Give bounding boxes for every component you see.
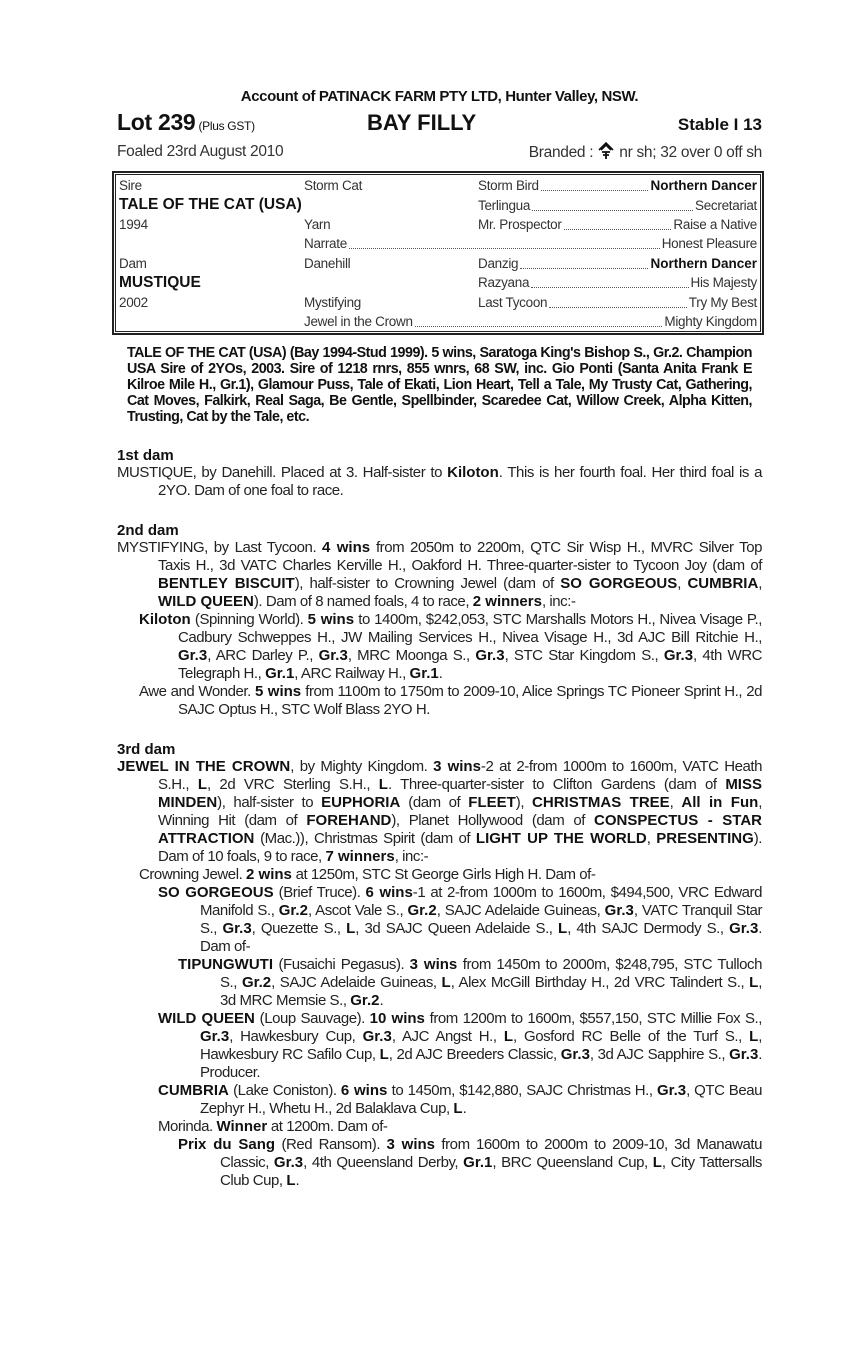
highlight-text: 7 winners	[325, 848, 395, 866]
entry-text: from 1450m to 2000m, $248,795, STC Tulloch S.,	[220, 956, 762, 992]
entry-text: , 4th WRC Telegraph H.,	[178, 647, 762, 683]
entry-text: .	[295, 1172, 300, 1190]
family-entry	[117, 1118, 762, 1136]
highlight-text: 3 wins	[386, 1136, 435, 1154]
pedigree-cell-name: 1994	[119, 216, 148, 232]
pedigree-row	[114, 292, 762, 311]
highlight-text: 10 wins	[369, 1010, 425, 1028]
family-entry	[117, 539, 762, 611]
highlight-text: 5 wins	[307, 611, 355, 629]
highlight-text: MISS MINDEN	[158, 776, 762, 812]
stable-number: Stable I 13	[677, 115, 762, 134]
entry-text: , 3d MRC Memsie S.,	[220, 974, 762, 1010]
grandsire-name: Terlingua	[478, 197, 531, 213]
entry-text: from 1200m to 1600m, $557,150, STC Millie Fox S.,	[424, 1010, 762, 1028]
entry-text: to 1450m, $142,880, SAJC Christmas H.,	[387, 1082, 657, 1100]
lot-line	[117, 109, 762, 135]
sire-summary: TALE OF THE CAT (USA) (Bay 1994-Stud 1999). 5 wins, Saratoga King's Bishop S., Gr.2. Champion USA Sire of 2YOs, 2003. Sire of 1218 rnrs, 855 wnrs, 68 SW, inc. Gio Ponti (Santa Anita Frank E Kilroe Mile H., Gr.1), Glamour Puss, Tale of Ekati, Lion Heart, Tell a Tale, My Trusty Cat, Gathering, Cat Moves, Falkirk, Real Saga, Be Gentle, Spellbinder, Scaredee Cat, Willow Creek, Alpha Kitten, Trusting, Cat by the Tale, etc.	[127, 345, 752, 426]
branded-text: nr sh; 32 over 0 off sh	[619, 144, 762, 161]
highlight-text: Gr.1	[265, 665, 295, 683]
grandsire-name: Danzig	[478, 255, 519, 271]
highlight-text: Gr.3	[475, 647, 505, 665]
lot-label: Lot 239	[117, 109, 196, 135]
entry-text: , STC Star Kingdom S.,	[504, 647, 664, 665]
highlight-text: 3 wins	[433, 758, 481, 776]
entry-text: from 1600m to 2000m to 2009-10, 3d Manawatu Classic,	[220, 1136, 762, 1172]
great-grandsire-name: Secretariat	[695, 197, 757, 213]
highlight-text: Gr.3	[656, 1082, 687, 1100]
family-entry	[117, 758, 762, 866]
entry-text: MUSTIQUE, by Danehill. Placed at 3. Half-sister to	[117, 464, 448, 482]
entry-text: at 1200m. Dam of-	[267, 1118, 388, 1136]
brand-mark-icon	[597, 142, 615, 160]
pedigree-cell-parent: Yarn	[304, 216, 331, 232]
highlight-text: TIPUNGWUTI	[178, 956, 273, 974]
entry-text: Morinda.	[158, 1118, 217, 1136]
highlight-text: LIGHT UP THE WORLD	[475, 830, 647, 848]
entry-text: (Red Ransom).	[275, 1136, 387, 1154]
highlight-text: Gr.2	[350, 992, 380, 1010]
pedigree-cell-parent: Mystifying	[304, 294, 362, 310]
highlight-text: L	[453, 1100, 463, 1118]
vendor-account: Account of PATINACK FARM PTY LTD, Hunter Valley, NSW.	[240, 88, 639, 105]
highlight-text: Gr.1	[463, 1154, 493, 1172]
highlight-text: Prix du Sang	[178, 1136, 276, 1154]
pedigree-table	[112, 171, 764, 335]
entry-text: , Quezette S.,	[251, 920, 347, 938]
pedigree-row	[114, 273, 762, 292]
entry-text: .	[438, 665, 443, 683]
great-grandsire-name: Try My Best	[688, 294, 757, 310]
dotted-leader	[531, 287, 688, 288]
highlight-text: Gr.3	[560, 1046, 590, 1064]
highlight-text: WILD QUEEN	[158, 1010, 255, 1028]
entry-text: , inc:-	[541, 593, 576, 611]
entry-text: MYSTIFYING, by Last Tycoon.	[117, 539, 323, 557]
highlight-text: Gr.3	[362, 1028, 392, 1046]
entry-text: -2 at 2-from 1000m to 1600m, VATC Heath S.H.,	[158, 758, 762, 794]
entry-text: , ARC Darley P.,	[207, 647, 319, 665]
foaled-date: Foaled 23rd August 2010	[117, 143, 284, 160]
entry-text: ). Dam of 10 foals, 9 to race,	[158, 830, 763, 866]
dotted-leader	[564, 229, 672, 230]
entry-text: , SAJC Adelaide Guineas,	[436, 902, 605, 920]
entry-text: (Mac.)), Christmas Spirit (dam of	[254, 830, 476, 848]
entry-text: . Dam of-	[200, 920, 762, 956]
entry-text: , Hawkesbury Cup,	[229, 1028, 363, 1046]
highlight-text: L	[558, 920, 568, 938]
highlight-text: JEWEL IN THE CROWN	[117, 758, 291, 776]
grandsire-name: Last Tycoon	[478, 294, 548, 310]
dam-section	[117, 522, 762, 719]
pedigree-cell-grandparents	[478, 256, 762, 271]
highlight-text: Gr.3	[729, 920, 759, 938]
entry-text: , inc:-	[394, 848, 429, 866]
entry-text: . Producer.	[200, 1046, 763, 1082]
highlight-text: 6 wins	[340, 1082, 388, 1100]
entry-text: ), Planet Hollywood (dam of	[391, 812, 595, 830]
entry-text: , Gosford RC Belle of the Turf S.,	[513, 1028, 750, 1046]
entry-text: to 1400m, $242,053, STC Marshalls Motors H., Nivea Visage P., Cadbury Schweppes H., JW Mailing Services H., Nivea Visage H., 3d AJC Bill Ritchie H.,	[178, 611, 762, 647]
great-grandsire-name: Honest Pleasure	[661, 236, 757, 252]
entry-text: (Brief Truce).	[273, 884, 366, 902]
highlight-text: Gr.2	[241, 974, 272, 992]
entry-text: , SAJC Adelaide Guineas,	[271, 974, 442, 992]
highlight-text: Gr.3	[663, 647, 694, 665]
grandsire-name: Mr. Prospector	[478, 216, 562, 232]
great-grandsire-name: Northern Dancer	[650, 255, 757, 271]
entry-text: . Three-quarter-sister to Clifton Gardens (dam of	[387, 776, 726, 794]
entry-text: (Spinning World).	[190, 611, 308, 629]
highlight-text: Gr.2	[407, 902, 437, 920]
pedigree-cell-grandparents	[478, 198, 762, 213]
highlight-text: FLEET	[468, 794, 516, 812]
section-heading: 3rd dam	[117, 741, 176, 759]
pedigree-cell-grandparents	[304, 236, 762, 251]
entry-text: from 1100m to 1750m to 2009-10, Alice Springs TC Pioneer Sprint H., 2d SAJC Optus H., STC Wolf Blass 2YO H.	[178, 683, 762, 719]
family-entry	[117, 956, 762, 1010]
family-entry	[117, 1010, 762, 1082]
entry-text: (Loup Sauvage).	[254, 1010, 370, 1028]
pedigree-cell-parent: Storm Cat	[304, 178, 363, 194]
highlight-text: L	[749, 974, 759, 992]
entry-text: , 4th Queensland Derby,	[303, 1154, 464, 1172]
entry-text: ), half-sister to Crowning Jewel (dam of	[294, 575, 561, 593]
pedigree-cell-parent: Danehill	[304, 255, 351, 271]
entry-text: , 4th SAJC Dermody S.,	[567, 920, 730, 938]
pedigree-cell-name: Sire	[119, 178, 142, 194]
pedigree-cell-grandparents	[478, 275, 762, 290]
entry-text: , MRC Moonga S.,	[347, 647, 476, 665]
entry-text: , BRC Queensland Cup,	[492, 1154, 653, 1172]
pedigree-cell-grandparents	[304, 314, 762, 329]
pedigree-cell-grandparents	[478, 178, 762, 193]
highlight-text: 2 wins	[246, 866, 292, 884]
pedigree-row	[114, 234, 762, 253]
highlight-text: L	[346, 920, 356, 938]
highlight-text: L	[652, 1154, 662, 1172]
entry-text: , 2d AJC Breeders Classic,	[388, 1046, 561, 1064]
family-entry	[117, 884, 762, 956]
entry-text: , Ascot Vale S.,	[307, 902, 408, 920]
entry-text: at 1250m, STC St George Girls High H. Dam of-	[291, 866, 596, 884]
pedigree-cell-name: 2002	[119, 294, 148, 310]
family-entry	[117, 683, 762, 719]
highlight-text: Gr.3	[729, 1046, 759, 1064]
highlight-text: Gr.3	[222, 920, 252, 938]
entry-text: , Alex McGill Birthday H., 2d VRC Talindert S.,	[450, 974, 750, 992]
entry-text: , by Mighty Kingdom.	[290, 758, 434, 776]
dam-section	[117, 447, 762, 500]
family-entry	[117, 611, 762, 683]
highlight-text: L	[503, 1028, 514, 1046]
entry-text: ),	[515, 794, 533, 812]
entry-text: , Hawkesbury RC Safilo Cup,	[200, 1028, 762, 1064]
entry-text: (Lake Coniston).	[228, 1082, 341, 1100]
highlight-text: Gr.1	[409, 665, 439, 683]
highlight-text: 2 winners	[472, 593, 542, 611]
pedigree-row	[114, 254, 762, 273]
dotted-leader	[415, 326, 663, 327]
highlight-text: L	[379, 1046, 389, 1064]
highlight-text: CHRISTMAS TREE	[532, 794, 670, 812]
great-grandsire-name: Mighty Kingdom	[664, 313, 757, 329]
grandsire-name: Narrate	[304, 236, 347, 252]
entry-text: , AJC Angst H.,	[391, 1028, 504, 1046]
highlight-text: PRESENTING	[656, 830, 754, 848]
entry-text: ,	[677, 575, 688, 593]
highlight-text: L	[441, 974, 451, 992]
entry-text: , City Tattersalls Club Cup,	[220, 1154, 762, 1190]
section-heading: 2nd dam	[117, 522, 179, 540]
highlight-text: WILD QUEEN	[158, 593, 254, 611]
catalogue-page	[117, 88, 762, 1190]
family-entry	[117, 866, 762, 884]
entry-text: ,	[669, 794, 682, 812]
highlight-text: 6 wins	[365, 884, 413, 902]
dotted-leader	[549, 307, 687, 308]
entry-text: , 3d SAJC Queen Adelaide S.,	[355, 920, 559, 938]
highlight-text: Kiloton	[447, 464, 499, 482]
gst-note: (Plus GST)	[198, 119, 255, 133]
entry-text: (Fusaichi Pegasus).	[273, 956, 410, 974]
highlight-text: FOREHAND	[306, 812, 392, 830]
entry-text: , VATC Tranquil Star S.,	[200, 902, 762, 938]
dotted-leader	[532, 210, 693, 211]
entry-text: from 2050m to 2200m, QTC Sir Wisp H., MVRC Silver Top Taxis H., 3d VATC Charles Kerville H., Oakford H. Three-quarter-sister to Tycoon Joy (dam of	[158, 539, 762, 575]
pedigree-cell-grandparents	[478, 217, 762, 232]
dotted-leader	[541, 190, 649, 191]
highlight-text: Gr.3	[604, 902, 634, 920]
highlight-text: Gr.3	[200, 1028, 230, 1046]
highlight-text: L	[749, 1028, 759, 1046]
family-entry	[117, 464, 762, 500]
branded-label: Branded :	[528, 144, 594, 161]
entry-text: ,	[758, 575, 763, 593]
entry-text: -1 at 2-from 1000m to 1600m, $494,500, VRC Edward Manifold S.,	[200, 884, 762, 920]
highlight-text: All in Fun	[681, 794, 759, 812]
foaled-line	[117, 139, 762, 165]
highlight-text: SO GORGEOUS	[158, 884, 274, 902]
entry-text: Crowning Jewel.	[139, 866, 247, 884]
entry-text: , Winning Hit (dam of	[158, 794, 762, 830]
highlight-text: L	[378, 776, 388, 794]
grandsire-name: Storm Bird	[478, 178, 539, 194]
pedigree-row	[114, 176, 762, 195]
pedigree-cell-name: Dam	[119, 255, 147, 271]
highlight-text: Gr.3	[273, 1154, 304, 1172]
family-entry	[117, 1082, 762, 1118]
highlight-text: Gr.3	[318, 647, 348, 665]
pedigree-cell-name: MUSTIQUE	[119, 273, 201, 291]
highlight-text: BENTLEY BISCUIT	[158, 575, 295, 593]
pedigree-cell-name: TALE OF THE CAT (USA)	[119, 196, 302, 214]
pedigree-row	[114, 195, 762, 214]
highlight-text: Gr.3	[178, 647, 208, 665]
entry-text: ), half-sister to	[217, 794, 322, 812]
pedigree-row	[114, 312, 762, 331]
great-grandsire-name: Raise a Native	[673, 216, 757, 232]
highlight-text: Kiloton	[139, 611, 191, 629]
entry-text: , ARC Railway H.,	[294, 665, 410, 683]
entry-text: . This is her fourth foal. Her third foal is a 2YO. Dam of one foal to race.	[158, 464, 762, 500]
highlight-text: Winner	[216, 1118, 268, 1136]
entry-text: (dam of	[400, 794, 469, 812]
horse-description: BAY FILLY	[367, 110, 477, 135]
highlight-text: EUPHORIA	[321, 794, 401, 812]
lot-number	[117, 109, 367, 136]
section-heading: 1st dam	[117, 447, 174, 465]
highlight-text: 4 wins	[322, 539, 371, 557]
entry-text: .	[462, 1100, 467, 1118]
highlight-text: CUMBRIA	[687, 575, 759, 593]
great-grandsire-name: His Majesty	[690, 275, 757, 291]
entry-text: , 3d AJC Sapphire S.,	[589, 1046, 730, 1064]
grandsire-name: Jewel in the Crown	[304, 313, 413, 329]
dotted-leader	[349, 248, 660, 249]
entry-text: .	[379, 992, 384, 1010]
highlight-text: Gr.2	[278, 902, 308, 920]
dam-section	[117, 741, 762, 1190]
dotted-leader	[520, 268, 648, 269]
pedigree-cell-grandparents	[478, 295, 762, 310]
highlight-text: L	[197, 776, 207, 794]
family-sections	[117, 447, 762, 1190]
highlight-text: 3 wins	[409, 956, 458, 974]
highlight-text: CUMBRIA	[158, 1082, 229, 1100]
entry-text: , 2d VRC Sterling S.H.,	[206, 776, 379, 794]
entry-text: Awe and Wonder.	[139, 683, 255, 701]
great-grandsire-name: Northern Dancer	[650, 178, 757, 194]
family-entry	[117, 1136, 762, 1190]
entry-text: ,	[646, 830, 657, 848]
pedigree-row	[114, 215, 762, 234]
entry-text: ). Dam of 8 named foals, 4 to race,	[253, 593, 473, 611]
highlight-text: 5 wins	[254, 683, 302, 701]
highlight-text: L	[286, 1172, 296, 1190]
branded-info	[529, 142, 762, 162]
highlight-text: SO GORGEOUS	[560, 575, 678, 593]
grandsire-name: Razyana	[478, 275, 530, 291]
highlight-text: CONSPECTUS - STAR ATTRACTION	[158, 812, 762, 848]
entry-text: , QTC Beau Zephyr H., Whetu H., 2d Balaklava Cup,	[200, 1082, 762, 1118]
